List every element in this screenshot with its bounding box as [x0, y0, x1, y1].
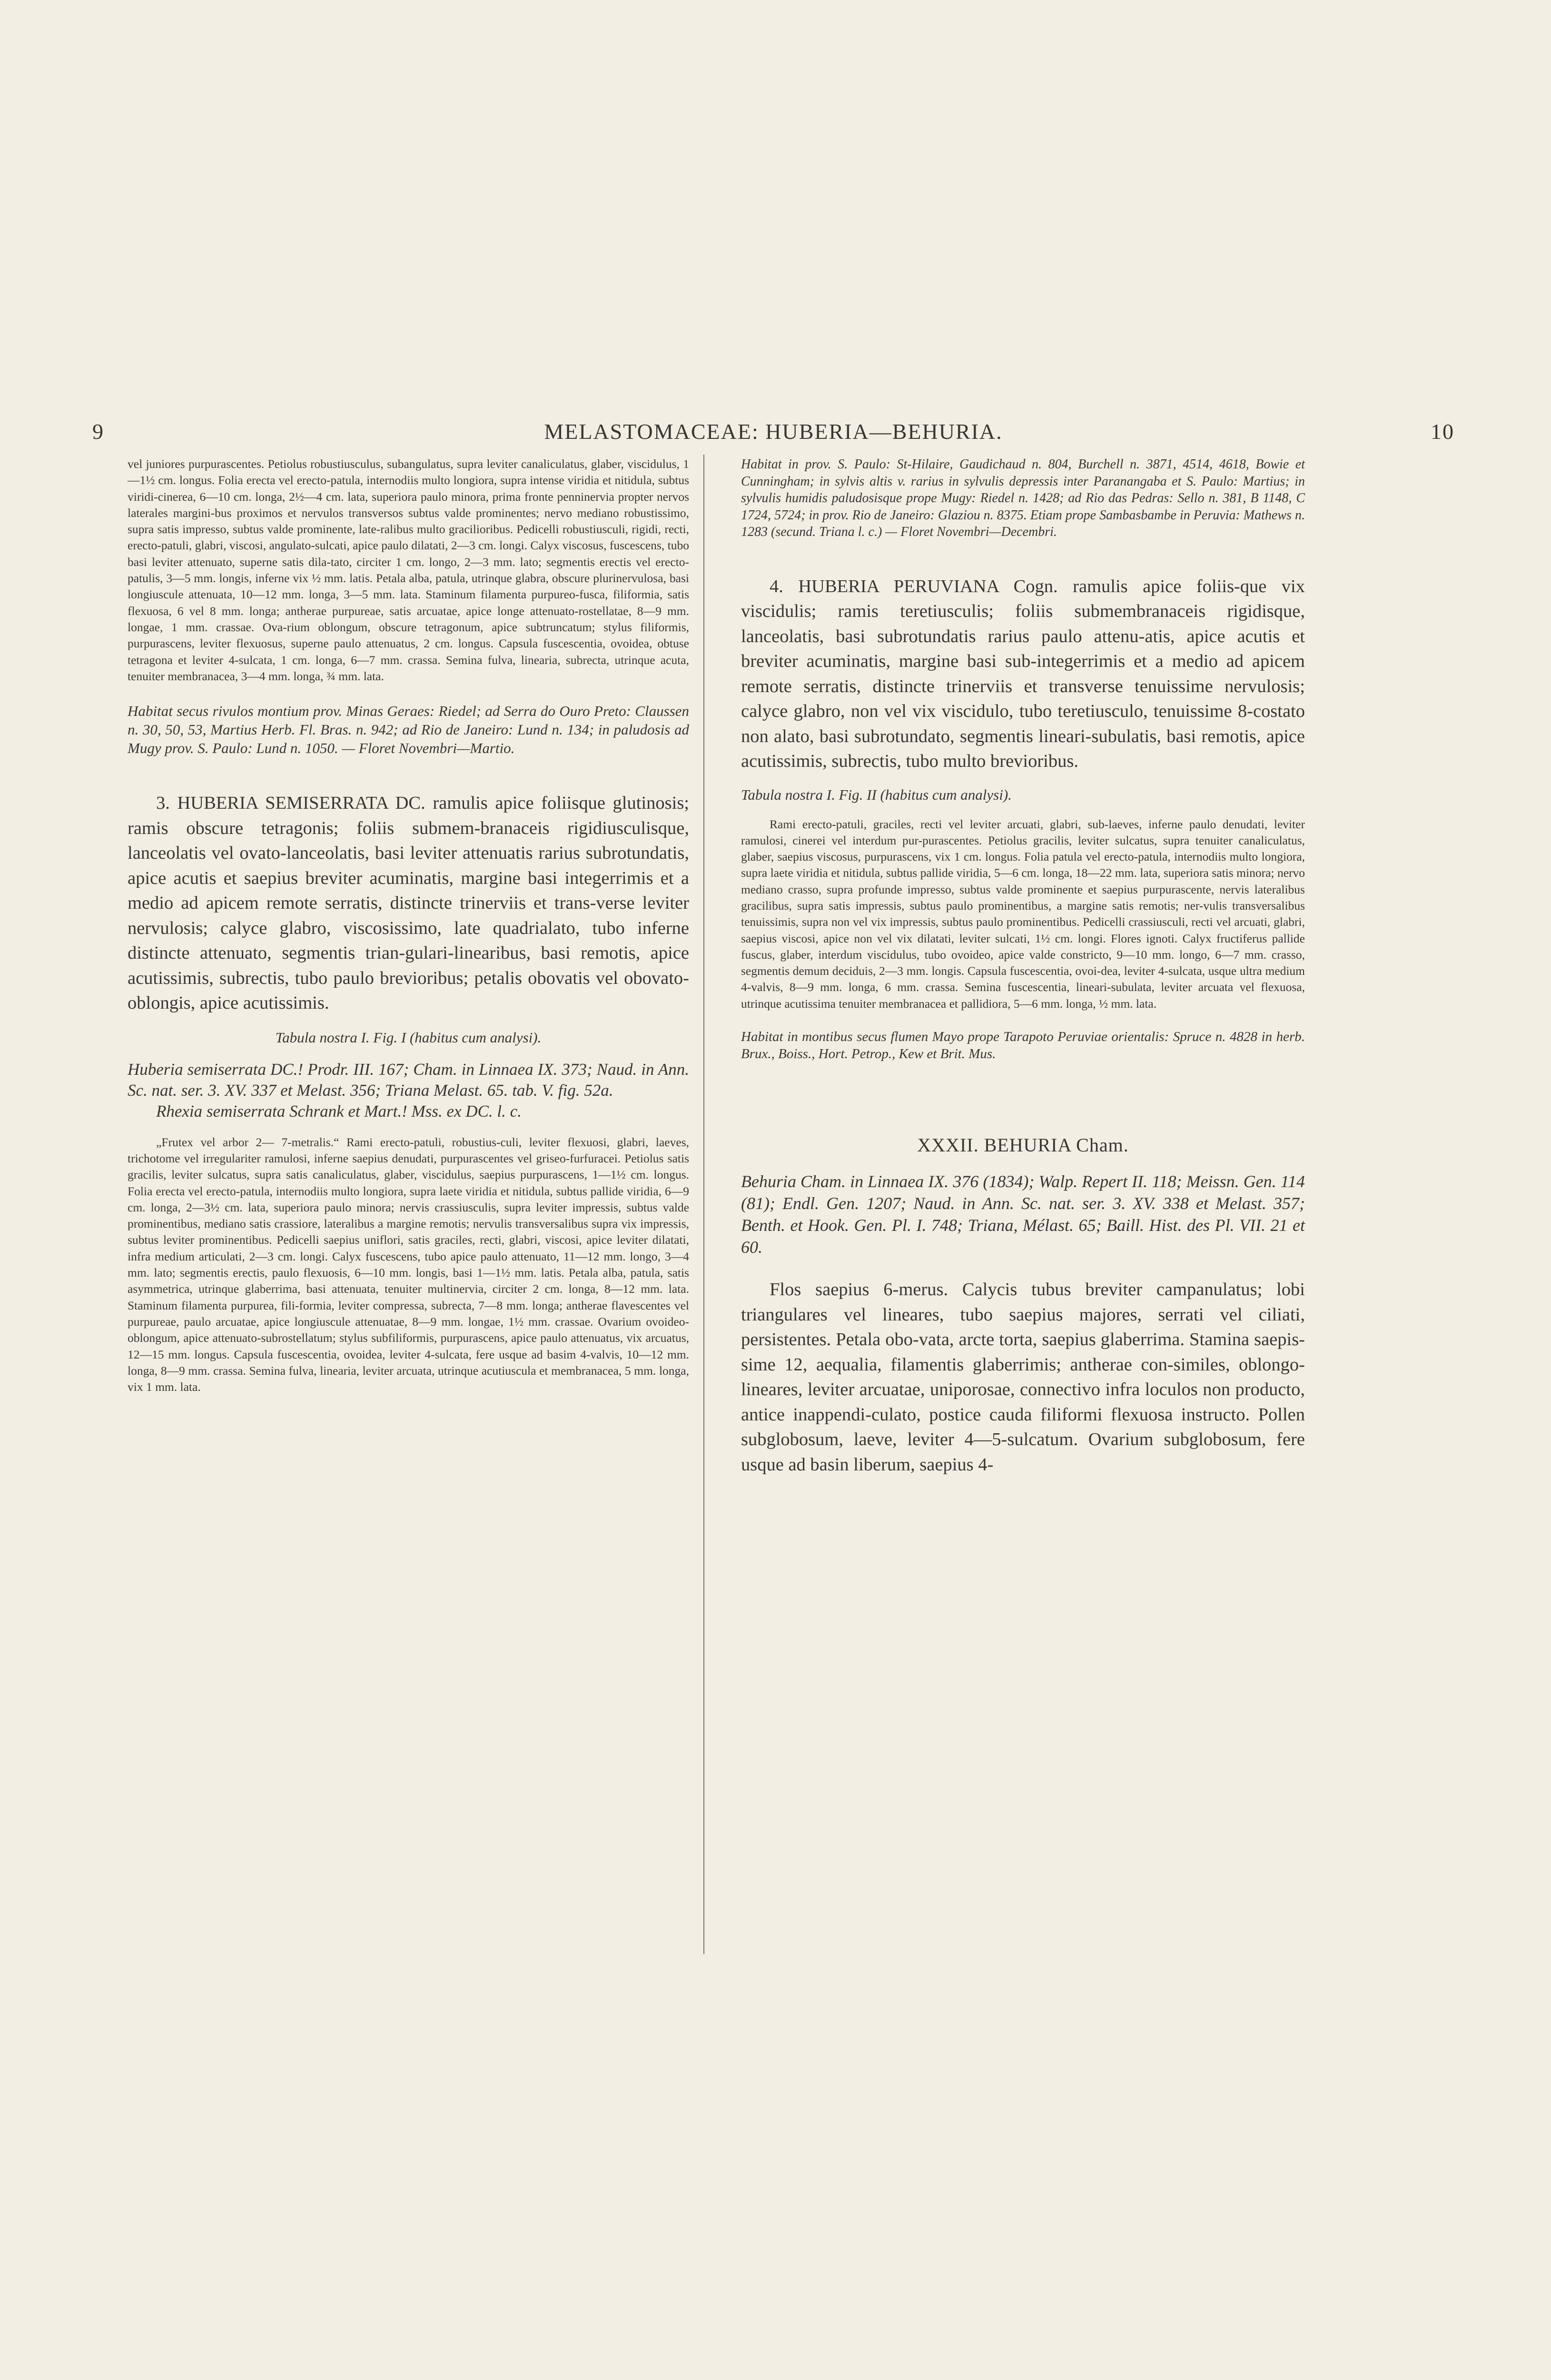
left-column: [128, 456, 689, 1395]
species4-plate-reference: Tabula nostra I. Fig. II (habitus cum analysi).: [741, 786, 1012, 803]
genus-description: Flos saepius 6-merus. Calycis tubus breviter campanulatus; lobi triangulares vel lineares, tubo saepius majores, serrati vel ciliati, persistentes. Petala obo-vata, arcte torta, saepius glaberrima. Stamina saepis-sime 12, aequalia, filamentis glaberrimis; antherae con-similes, oblongo-lineares, leviter arcuatae, uniporosae, connectivo infra loculos non producto, antice inappendi-culato, postice cauda filiformi flexuosa instructo. Pollen subglobosum, laeve, leviter 4—5-sulcatum. Ovarium subglobosum, fere usque ad basin liberum, saepius 4-: [741, 1279, 1305, 1475]
species3-plate-reference: Tabula nostra I. Fig. I (habitus cum analysi).: [275, 1029, 542, 1046]
species3-diagnosis-block: [128, 791, 689, 1016]
species3-diagnosis: ramulis apice foliisque glutinosis; ramis obscure tetragonis; foliis submem-branaceis rigidiusculisque, lanceolatis vel ovato-lanceolatis, basi leviter attenuatis rarius subrotundatis, apice acutis et saepius breviter acuminatis, margine basi integerrimis et a medio ad apicem remote serratis, distincte trinerviis et trans-verse leviter nervulosis; calyce glabro, viscosissimo, late quadrialato, tubo inferne distincte attenuato, segmentis trian-gulari-linearibus, basi remotis, apice acutissimis, subrectis, tubo paulo brevioribus; petalis obovatis vel obovato-oblongis, apice acutissimis.: [128, 793, 689, 1013]
species2-description-continued: vel juniores purpurascentes. Petiolus robustiusculus, subangulatus, supra leviter canaliculatus, glaber, viscidulus, 1—1½ cm. longus. Folia erecta vel erecto-patula, internodiis multo longiora, supra intense viridia et nitidula, subtus viridi-cinerea, 6—10 cm. longa, 2½—4 cm. lata, superiora paulo minora, prima fronte penninervia propter nervos laterales margini-bus proximos et nervulos transversos subtus valde prominentes; nervo mediano robustissimo, supra satis impresso, subtus valde prominente, late-ralibus multo gracilioribus. Pedicelli robustiusculi, rigidi, recti, erecto-patuli, glabri, viscosi, angulato-sulcati, apice paulo dilatati, 2—3 cm. longi. Calyx viscosus, fuscescens, tubo basi leviter attenuato, superne satis dila-tato, circiter 1 cm. longo, 2—3 mm. lato; segmentis erectis vel erecto-patulis, 3—5 mm. longis, inferne vix ½ mm. latis. Petala alba, patula, utrinque glabra, obscure plurinervulosa, basi longiuscule attenuata, 10—12 mm. longa, 3—5 mm. lata. Staminum filamenta purpureo-fusca, filiformia, satis flexuosa, 6 vel 8 mm. longa; antherae purpureae, satis arcuatae, apice longe attenuato-rostellatae, 8—9 mm. longae, 1 mm. crassae. Ova-rium oblongum, obscure tetragonum, apice subtruncatum; stylus filiformis, purpurascens, leviter flexuosus, superne paulo attenuatus, 2 cm. longus. Capsula fuscescentia, ovoidea, obtuse tetragona et leviter 4-sulcata, 1 cm. longa, 6—7 mm. crassa. Semina fulva, linearia, subrecta, utrinque acuta, tenuiter membranacea, 3—4 mm. longa, ¾ mm. lata.: [128, 457, 689, 683]
genus-references: Behuria Cham. in Linnaea IX. 376 (1834); Walp. Repert II. 118; Meissn. Gen. 114 (81); Endl. Gen. 1207; Naud. in Ann. Sc. nat. ser. 3. XV. 338 et Melast. 357; Benth. et Hook. Gen. Pl. I. 748; Triana, Mélast. 65; Baill. Hist. des Pl. VII. 21 et 60.: [741, 1172, 1305, 1257]
species2-habitat: Habitat secus rivulos montium prov. Minas Geraes: Riedel; ad Serra do Ouro Preto: Claussen n. 30, 50, 53, Martius Herb. Fl. Bras. n. 942; ad Rio de Janeiro: Lund n. 134; in paludosis ad Mugy prov. S. Paulo: Lund n. 1050. — Floret Novembri—Martio.: [128, 703, 689, 757]
species3-synonym-1: Huberia semiserrata DC.! Prodr. III. 167; Cham. in Linnaea IX. 373; Naud. in Ann. Sc. nat. ser. 3. XV. 337 et Melast. 356; Triana Melast. 65. tab. V. fig. 52a.: [128, 1060, 689, 1100]
species4-diagnosis-block: [741, 574, 1305, 774]
page-number-right: 10: [1431, 419, 1454, 444]
genus-heading: XXXII. BEHURIA Cham.: [917, 1134, 1129, 1156]
running-title: MELASTOMACEAE: HUBERIA—BEHURIA.: [544, 419, 1003, 444]
species4-diagnosis: ramulis apice foliis-que vix viscidulis; ramis teretiusculis; foliis submembranaceis rigidisque, lanceolatis, basi subrotundatis rarius paulo attenu-atis, apice acutis et breviter acuminatis, margine basi sub-integerrimis et a medio ad apicem remote serratis, distincte trinerviis et transverse tenuissime nervulosis; calyce glabro, non vel vix viscidulo, tubo teretiusculo, tenuissime 8-costato non alato, basi subrotundato, segmentis lineari-subulatis, basi remotis, apice acutissimis, subrectis, tubo multo brevioribus.: [741, 576, 1305, 771]
right-column: [741, 456, 1305, 1477]
species4-title: 4. HUBERIA PERUVIANA Cogn.: [770, 576, 1058, 596]
species4-habitat: Habitat in montibus secus flumen Mayo prope Tarapoto Peruviae orientalis: Spruce n. 4828 in herb. Brux., Boiss., Hort. Petrop., Kew et Brit. Mus.: [741, 1029, 1305, 1062]
page-number-left: 9: [92, 419, 104, 444]
running-header: [92, 419, 1454, 447]
species3-synonym-2: Rhexia semiserrata Schrank et Mart.! Mss. ex DC. l. c.: [156, 1101, 522, 1121]
species3-description: „Frutex vel arbor 2— 7-metralis.“ Rami erecto-patuli, robustius-culi, leviter flexuosi, glabri, laeves, trichotome vel irregulariter ramulosi, inferne saepius denudati, purpurascentes vel griseo-furfuracei. Petiolus satis gracilis, leviter sulcatus, supra satis canaliculatus, glaber, viscidulus, saepius purpurascens, 1—1½ cm. longus. Folia erecta vel erecto-patula, internodiis multo longiora, supra laete viridia et nitidula, subtus pallide viridia, 6—9 cm. longa, 2—3½ cm. lata, superiora paulo minora; nervis crassiusculis, supra leviter impressis, subtus valde prominentibus, mediano satis crassiore, lateralibus a margine remotis; nervulis transversalibus supra vix impressis, subtus leviter prominentibus. Pedicelli saepius uniflori, satis graciles, recti, glabri, viscosi, apice leviter dilatati, infra medium articulati, 2—3 cm. longi. Calyx fuscescens, tubo apice paulo attenuato, 11—12 mm. longo, 3—4 mm. lato; segmentis erectis, paulo flexuosis, 6—10 mm. longis, basi 1—1½ mm. latis. Petala alba, patula, satis asymmetrica, utrinque glaberrima, basi attenuata, tenuiter multinervia, circiter 2 cm. longa, 8—12 mm. lata. Staminum filamenta purpurea, fili-formia, leviter compressa, subrecta, 7—8 mm. longa; antherae flavescentes vel purpureae, paulo arcuatae, apice longiuscule attenuatae, 8—9 mm. longae, 1½ mm. crassae. Ovarium ovoideo-oblongum, apice attenuato-subrostellatum; stylus subfiliformis, purpurascens, apice paulo attenuatus, vix arcuatus, 12—15 mm. longus. Capsula fuscescentia, ovoidea, leviter 4-sulcata, fere usque ad basim 4-valvis, 10—12 mm. longa, 8—9 mm. crassa. Semina fulva, linearia, leviter arcuata, utrinque acutiuscula et membranacea, 5 mm. longa, vix 1 mm. lata.: [128, 1135, 689, 1394]
column-divider: [703, 455, 704, 1954]
species4-description: Rami erecto-patuli, graciles, recti vel leviter arcuati, glabri, sub-laeves, inferne paulo denudati, leviter ramulosi, cinerei vel interdum pur-purascentes. Petiolus gracilis, leviter sulcatus, supra tenuiter canaliculatus, glaber, saepius viscosus, purpurascens, vix 1 cm. longus. Folia patula vel erecto-patula, internodiis multo longiora, supra laete viridia et nitidula, subtus pallide viridia, 5—6 cm. longa, 18—22 mm. lata, superiora satis minora; nervo mediano crasso, supra profunde impresso, subtus valde prominente et saepius purpurascente, nervis lateralibus gracilibus, supra satis impressis, subtus paulo prominentibus, a margine satis remotis; ner-vulis transversalibus tenuissimis, supra non vel vix impressis, subtus paulo prominentibus. Pedicelli crassiusculi, recti vel arcuati, glabri, saepius viscosi, apice non vel vix dilatati, leviter sulcati, 1½ cm. longi. Flores ignoti. Calyx fructiferus pallide fuscus, glaber, interdum viscidulus, tubo ovoideo, apice valde constricto, 9—10 mm. longo, 6—7 mm. crasso, segmentis demum deciduis, 2—3 mm. longis. Capsula fuscescentia, ovoi-dea, leviter 4-sulcata, usque ultra medium 4-valvis, 8—9 mm. longa, 6 mm. crassa. Semina fuscescentia, lineari-subulata, leviter arcuata vel flexuosa, utrinque acutissima tenuiter membranacea et pallidiora, 5—6 mm. longa, ½ mm. lata.: [741, 817, 1305, 1011]
species3-title: 3. HUBERIA SEMISERRATA DC.: [156, 793, 425, 813]
species3-habitat: Habitat in prov. S. Paulo: St-Hilaire, Gaudichaud n. 804, Burchell n. 3871, 4514, 4618, Bowie et Cunningham; in sylvis altis v. rarius in sylvulis depressis inter Paranangaba et S. Paulo: Martius; in sylvulis humidis paludosisque prope Mugy: Riedel n. 1428; ad Rio das Pedras: Sello n. 381, B 1148, C 1724, 5724; in prov. Rio de Janeiro: Glaziou n. 8375. Etiam prope Sambasbambe in Peruvia: Mathews n. 1283 (secund. Triana l. c.) — Floret Novembri—Decembri.: [741, 457, 1305, 539]
